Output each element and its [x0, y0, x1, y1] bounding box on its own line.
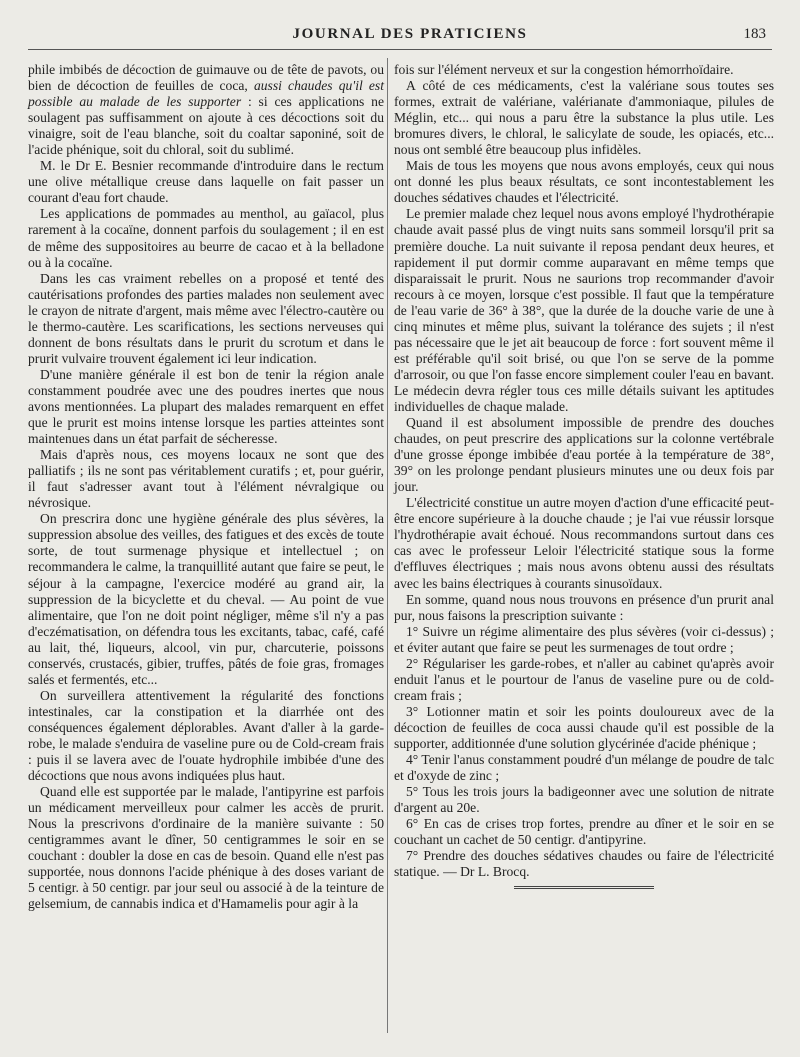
column-divider [387, 58, 388, 1033]
paragraph: phile imbibés de décoction de guimauve ou de tête de pavots, ou bien de décoction de feuilles de coca, aussi chaudes qu'il est possible au malade de les supporter : si ces applications ne soulagent pas suffisamment on ajoute à ces décoctions soit du vinaigre, soit de l'eau blanche, soit du coaltar saponiné, soit de l'acide phénique, soit du chloral, soit du sublimé. [28, 62, 384, 158]
paragraph: Le premier malade chez lequel nous avons employé l'hydrothérapie chaude avait passé plus de vingt nuits sans sommeil lorsqu'il prit sa première douche. La nuit suivante il reposa pendant deux heures, et rapidement il put dormir comme auparavant en même temps que disparaissait le prurit. Nous ne saurions trop recommander d'avoir recours à ce moyen, lorsque c'est possible. Il faut que la température de l'eau varie de 36° à 38°, que la durée de la douche varie de une à cinq minutes et même plus, suivant la tolérance des sujets ; il n'est pas nécessaire que le jet ait beaucoup de force : fort souvent même il est préférable qu'il soit brisé, ou que l'on se serve de la pomme d'arrosoir, ou que l'on fasse encore simplement couler l'eau en bavant. Le médecin devra régler tous ces mille détails suivant les aptitudes individuelles de chaque malade. [394, 206, 774, 414]
paragraph: M. le Dr E. Besnier recommande d'introduire dans le rectum une olive métallique creuse dans laquelle on fait passer un courant d'eau fort chaude. [28, 158, 384, 206]
paragraph: Quand il est absolument impossible de prendre des douches chaudes, on peut prescrire des applications sur la colonne vertébrale d'une grosse éponge imbibée d'eau portée à la température de 38°, 39° on les prolonge pendant plusieurs minutes une ou deux fois par jour. [394, 415, 774, 495]
paragraph: On prescrira donc une hygiène générale des plus sévères, la suppression absolue des veilles, des fatigues et des excès de toute sorte, de tout surmenage physique et intellectuel ; on recommandera le calme, la tranquillité autant que faire se peut, le séjour à la campagne, l'exercice modéré au grand air, la suppression de la bicyclette et du cheval. — Au point de vue alimentaire, que l'on ne doit point négliger, même s'il n'y a pas d'eczématisation, on défendra tous les excitants, tabac, café, café au lait, thé, liqueurs, alcool, vin pur, charcuterie, poissons conservés, crustacés, gibier, truffes, pâtés de foie gras, fromages salés et fermentés, etc... [28, 511, 384, 687]
paragraph: D'une manière générale il est bon de tenir la région anale constamment poudrée avec une des poudres inertes que nous avons mentionnées. La plupart des malades remarquent en effet que le prurit est moins intense lorsque les parties atteintes sont maintenues dans un état parfait de sécheresse. [28, 366, 384, 447]
paragraph: A côté de ces médicaments, c'est la valériane sous toutes ses formes, extrait de valériane, valérianate d'ammoniaque, pilules de Méglin, etc... qui nous a paru être la substance la plus utile. Les bromures divers, le chloral, le salicylate de soude, les opiacés, etc... nous ont semblé être beaucoup plus infidèles. [394, 78, 774, 158]
paragraph: Les applications de pommades au menthol, au gaïacol, plus rarement à la cocaïne, donnent parfois du soulagement ; il en est de même des suppositoires au beurre de cacao et à la belladone ou à la cocaïne. [28, 206, 384, 270]
running-head: JOURNAL DES PRATICIENS [292, 26, 528, 42]
article-end-rule [514, 886, 654, 889]
prescription-item: 3° Lotionner matin et soir les points douloureux avec de la décoction de feuilles de coca aussi chaude qu'il est possible de la supporter, additionnée d'une solution glycérinée d'acide phénique ; [394, 703, 774, 751]
paragraph: Quand elle est supportée par le malade, l'antipyrine est parfois un médicament merveilleux pour calmer les accès de prurit. Nous la prescrivons d'ordinaire de la manière suivante : 50 centigrammes avant le dîner, 50 centigrammes le soir en se couchant : doubler la dose en cas de besoin. Quand elle n'est pas supportée, nous donnons l'acide phénique à des doses variant de 5 centigr. à 50 centigr. par jour seul ou associé à de la teinture de gelsemium, de cannabis indica et d'Hamamelis pour agir à la [28, 784, 384, 912]
prescription-item: 5° Tous les trois jours la badigeonner avec une solution de nitrate d'argent au 20e. [394, 784, 774, 816]
paragraph: L'électricité constitue un autre moyen d'action d'une efficacité peut-être encore supérieure à la douche chaude ; je l'ai vue réussir lorsque l'hydrothérapie avait échoué. Nous recommandons surtout dans ces cas avec le professeur Leloir l'électricité statique sous la forme d'effluves électriques ; mais nous avons obtenu aussi des résultats avec les bains électriques à courants sinusoïdaux. [394, 495, 774, 591]
paragraph: En somme, quand nous nous trouvons en présence d'un prurit anal pur, nous faisons la prescription suivante : [394, 591, 774, 623]
paragraph: fois sur l'élément nerveux et sur la congestion hémorrhoïdaire. [394, 62, 734, 77]
prescription-item: 4° Tenir l'anus constamment poudré d'un mélange de poudre de talc et d'oxyde de zinc ; [394, 752, 774, 784]
prescription-item: 1° Suivre un régime alimentaire des plus sévères (voir ci-dessus) ; et éviter autant que faire se peut les surmenages de tout ordre ; [394, 623, 774, 655]
right-column [394, 62, 774, 889]
page-number: 183 [743, 26, 766, 42]
paragraph: Mais d'après nous, ces moyens locaux ne sont que des palliatifs ; ils ne sont pas véritablement curatifs ; et, pour guérir, il faut s'adresser avant tout à l'élément névralgique ou névrosique. [28, 447, 384, 511]
paragraph: Dans les cas vraiment rebelles on a proposé et tenté des cautérisations profondes des parties malades non seulement avec le crayon de nitrate d'argent, mais même avec l'électro-cautère ou le thermo-cautère. Les scarifications, les sections nerveuses qui donnent de bons résultats dans le prurit du scrotum et dans le prurit vulvaire trouvent également ici leur indication. [28, 270, 384, 366]
header-rule [28, 49, 772, 50]
prescription-item: 2° Régulariser les garde-robes, et n'aller au cabinet qu'après avoir enduit l'anus et le pourtour de l'anus de vaseline pure ou de cold-cream frais ; [394, 655, 774, 703]
paragraph: Mais de tous les moyens que nous avons employés, ceux qui nous ont donné les plus beaux résultats, ce sont incontestablement les douches sédatives chaudes et l'électricité. [394, 158, 774, 206]
paragraph: On surveillera attentivement la régularité des fonctions intestinales, car la constipation et la diarrhée ont des conséquences également déplorables. Avant d'aller à la garde-robe, le malade s'enduira de vaseline pure ou de Cold-cream frais : puis il se lavera avec de l'ouate hydrophile imbibée d'une des décoctions que nous avons indiquées plus haut. [28, 687, 384, 784]
prescription-item: 6° En cas de crises trop fortes, prendre au dîner et le soir en se couchant un cachet de 50 centigr. d'antipyrine. [394, 816, 774, 848]
left-column [28, 62, 384, 912]
prescription-item: 7° Prendre des douches sédatives chaudes ou faire de l'électricité statique. — Dr L. Brocq. [394, 848, 774, 880]
